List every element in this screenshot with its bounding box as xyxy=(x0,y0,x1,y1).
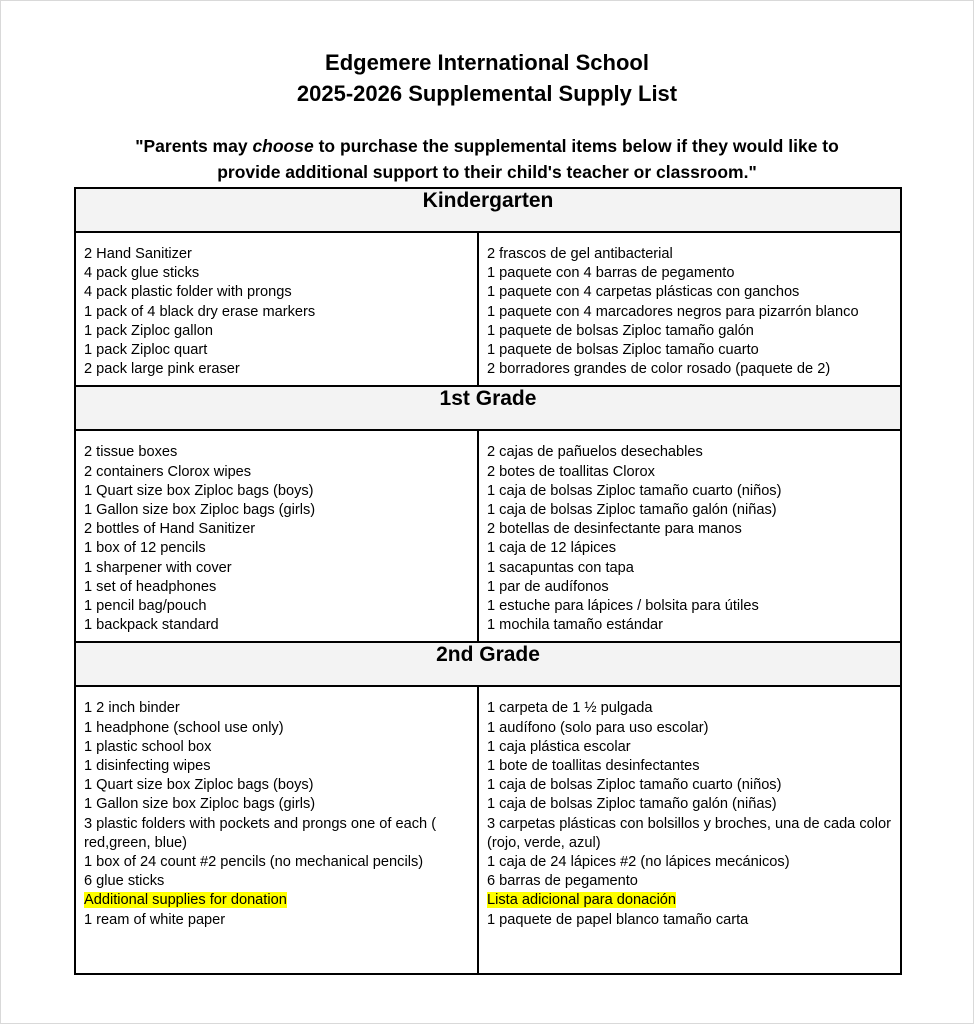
list-item: 1 caja de 24 lápices #2 (no lápices mecánicos) xyxy=(487,854,790,871)
grade1-header-row xyxy=(75,386,901,430)
list-item: 1 pack of 4 black dry erase markers xyxy=(84,303,316,320)
list-item: 1 pencil bag/pouch xyxy=(84,598,207,615)
list-item: 2 botellas de desinfectante para manos xyxy=(487,521,742,538)
list-item: 1 estuche para lápices / bolsita para útiles xyxy=(487,598,759,615)
list-item: 2 botes de toallitas Clorox xyxy=(487,463,655,480)
list-item: 1 2 inch binder xyxy=(84,700,180,717)
list-item: 1 mochila tamaño estándar xyxy=(487,617,664,634)
list-item: 1 caja de 12 lápices xyxy=(487,540,616,557)
list-item: 1 box of 24 count #2 pencils (no mechanical pencils) xyxy=(84,854,424,871)
kindergarten-header-row xyxy=(75,188,901,232)
parent-note-start: "Parents may xyxy=(135,136,253,156)
list-item: 1 pack Ziploc quart xyxy=(84,342,208,359)
list-item: 2 frascos de gel antibacterial xyxy=(487,246,673,262)
grade2-heading: 2nd Grade xyxy=(75,642,901,686)
parent-note-end: to purchase the supplemental items below if they would like to xyxy=(313,136,839,156)
list-item: 2 pack large pink eraser xyxy=(84,361,240,378)
list-item: 1 paquete de bolsas Ziploc tamaño galón xyxy=(487,322,754,339)
parent-note-line2: provide additional support to their child's teacher or classroom." xyxy=(217,162,757,182)
grade2-header-row xyxy=(75,642,901,686)
list-item: 1 Quart size box Ziploc bags (boys) xyxy=(84,777,314,794)
list-item: 1 caja plástica escolar xyxy=(487,738,631,755)
list-item: 6 glue sticks xyxy=(84,873,165,890)
list-item: 1 caja de bolsas Ziploc tamaño cuarto (niños) xyxy=(487,777,782,794)
list-item: 1 paquete de bolsas Ziploc tamaño cuarto xyxy=(487,342,759,359)
list-item: 3 plastic folders with pockets and prongs one of each ( red,green, blue) xyxy=(84,815,437,851)
list-item: 1 disinfecting wipes xyxy=(84,758,211,775)
kindergarten-english-list xyxy=(75,232,478,386)
list-item: 1 par de audífonos xyxy=(487,578,609,595)
list-item: 2 Hand Sanitizer xyxy=(84,246,192,262)
kindergarten-row xyxy=(75,232,901,386)
list-item: 1 caja de bolsas Ziploc tamaño cuarto (niños) xyxy=(487,482,782,499)
grade1-row xyxy=(75,430,901,642)
list-item: 1 Gallon size box Ziploc bags (girls) xyxy=(84,502,316,519)
list-item: 1 carpeta de 1 ½ pulgada xyxy=(487,700,653,717)
list-item: 1 paquete con 4 marcadores negros para pizarrón blanco xyxy=(487,303,859,320)
grade2-english-list xyxy=(75,686,478,974)
grade1-spanish-list xyxy=(478,430,901,642)
kindergarten-heading: Kindergarten xyxy=(75,188,901,232)
list-item: 1 paquete con 4 barras de pegamento xyxy=(487,265,735,282)
list-item: 1 paquete de papel blanco tamaño carta xyxy=(487,911,749,928)
school-name: Edgemere International School xyxy=(325,50,649,75)
list-item: 2 cajas de pañuelos desechables xyxy=(487,444,703,461)
parent-note xyxy=(0,133,974,185)
supply-table xyxy=(74,187,902,975)
list-item: 6 barras de pegamento xyxy=(487,873,638,890)
list-item: 1 caja de bolsas Ziploc tamaño galón (niñas) xyxy=(487,796,777,813)
list-item: 2 containers Clorox wipes xyxy=(84,463,252,480)
list-item: 3 carpetas plásticas con bolsillos y broches, una de cada color (rojo, verde, azul) xyxy=(487,815,891,851)
donation-heading-spanish: Lista adicional para donación xyxy=(487,892,677,909)
list-item: 1 ream of white paper xyxy=(84,911,226,928)
list-item: 1 audífono (solo para uso escolar) xyxy=(487,719,709,736)
list-item: 1 box of 12 pencils xyxy=(84,540,206,557)
list-item: 1 plastic school box xyxy=(84,738,212,755)
parent-note-emphasis: choose xyxy=(252,136,314,156)
list-item: 1 Quart size box Ziploc bags (boys) xyxy=(84,482,314,499)
list-item: 2 borradores grandes de color rosado (paquete de 2) xyxy=(487,361,831,378)
list-item: 2 tissue boxes xyxy=(84,444,178,461)
list-item: 1 sharpener with cover xyxy=(84,559,232,576)
list-item: 2 bottles of Hand Sanitizer xyxy=(84,521,256,538)
list-item: 1 caja de bolsas Ziploc tamaño galón (niñas) xyxy=(487,502,777,519)
list-item: 1 set of headphones xyxy=(84,578,217,595)
list-item: 4 pack glue sticks xyxy=(84,265,200,282)
list-item: 1 paquete con 4 carpetas plásticas con ganchos xyxy=(487,284,800,301)
list-item: 1 pack Ziploc gallon xyxy=(84,322,213,339)
grade2-row xyxy=(75,686,901,974)
list-item: 1 sacapuntas con tapa xyxy=(487,559,634,576)
kindergarten-spanish-list xyxy=(478,232,901,386)
supply-list-title: 2025-2026 Supplemental Supply List xyxy=(296,81,678,106)
grade2-spanish-list xyxy=(478,686,901,974)
grade1-heading: 1st Grade xyxy=(75,386,901,430)
list-item: 1 backpack standard xyxy=(84,617,219,634)
list-item: 4 pack plastic folder with prongs xyxy=(84,284,292,301)
list-item: 1 bote de toallitas desinfectantes xyxy=(487,758,700,775)
donation-heading: Additional supplies for donation xyxy=(84,892,287,909)
list-item: 1 headphone (school use only) xyxy=(84,719,284,736)
grade1-english-list xyxy=(75,430,478,642)
list-item: 1 Gallon size box Ziploc bags (girls) xyxy=(84,796,316,813)
